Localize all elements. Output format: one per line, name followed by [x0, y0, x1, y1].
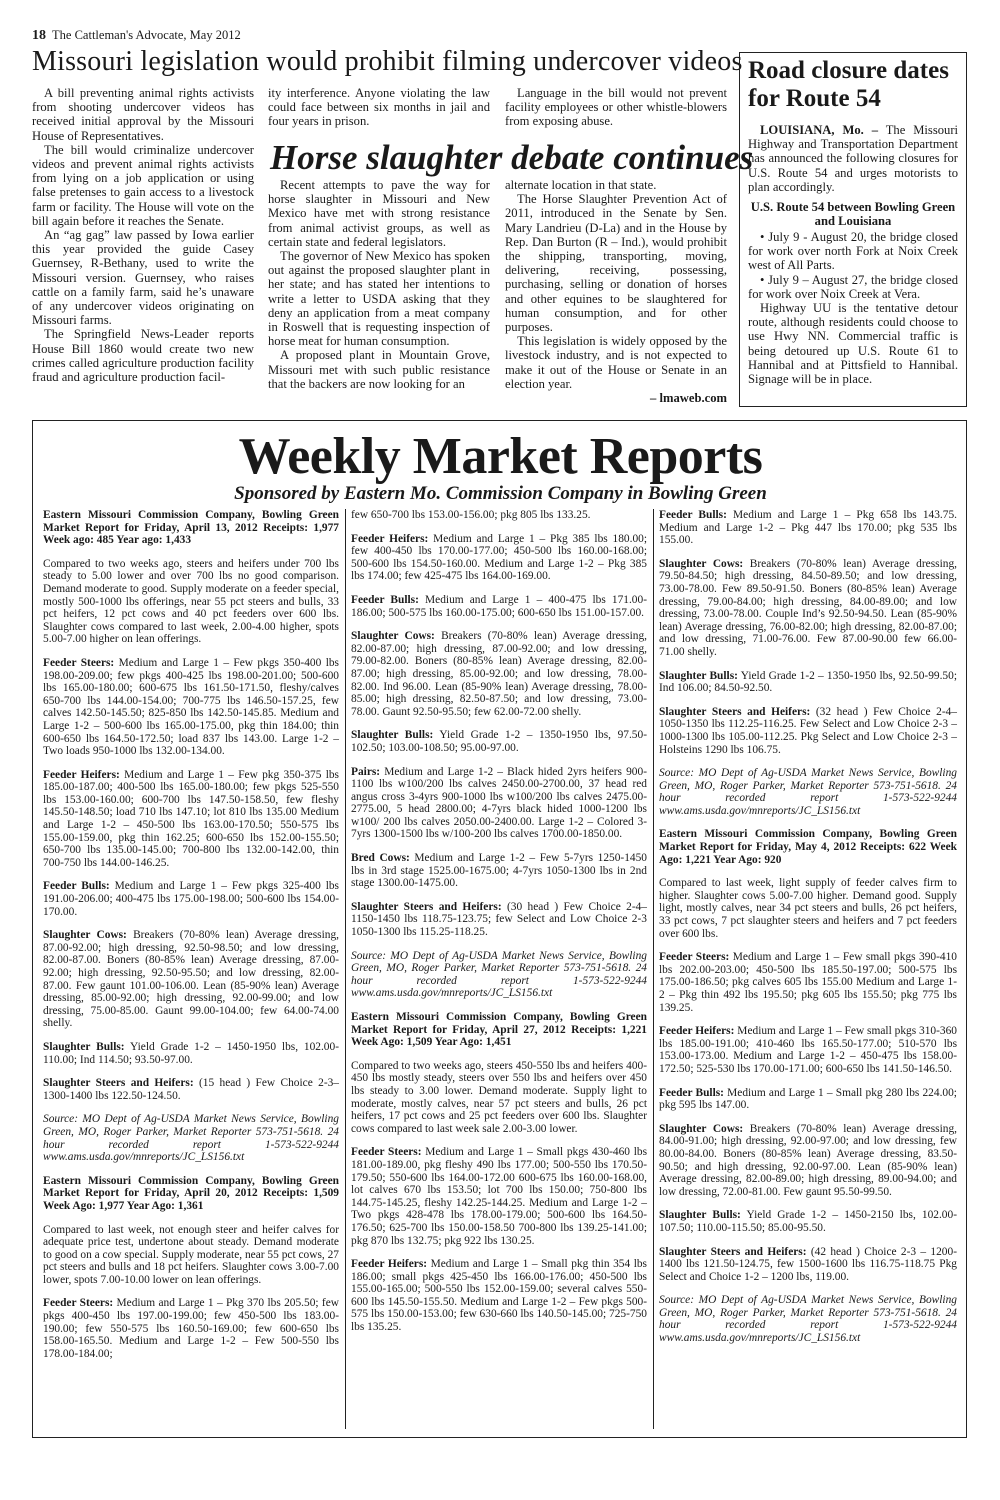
market-entry-text: Medium and Large 1 – Pkg 658 lbs 143.75. Medium and Large 1-2 – Pkg 447 lbs 170.00; pkg 535 lbs 155.00.	[659, 509, 957, 547]
market-entry	[43, 769, 339, 870]
sidebar-headline: Road closure dates for Route 54	[748, 57, 949, 112]
market-entry-label: Feeder Bulls:	[43, 880, 110, 893]
market-entry	[659, 1209, 957, 1234]
market-report-header	[351, 1011, 647, 1049]
market-entry-text: Compared to last week, not enough steer and heifer calves for adequate price test, undertone about steady. Demand moderate to good on a cow special. Supply moderate, near 55 pct cows, 27 pct steers and bulls and 18 pct heifers. Slaughter cows 3.00-7.00 lower, spots 7.00-10.00 lower on lean offerings.	[43, 1223, 339, 1286]
weekly-market-reports-box	[32, 420, 967, 1438]
market-entry-label: Feeder Steers:	[43, 656, 115, 669]
market-entry-label: Slaughter Bulls:	[659, 669, 738, 682]
legislation-column-1	[32, 86, 254, 384]
sidebar-item: Highway UU is the tentative detour route, although residents could choose to use Hwy NN. Commercial traffic is being detoured up U.S. Route 61 to Hannibal and at Pittsfield to Hannibal. Signage will be in place.	[748, 301, 958, 387]
market-entry	[659, 1087, 957, 1112]
market-entry	[351, 852, 647, 890]
market-entry-label: Eastern Missouri Commission Company, Bowling Green Market Report for Friday, May 4, 2012 Receipts: 622 Week Ago: 1,221 Year Ago: 920	[659, 828, 957, 866]
market-entry-label: Slaughter Cows:	[351, 630, 435, 643]
market-column-2	[351, 509, 647, 1345]
market-entry-text: (42 head ) Choice 2-3 – 1200-1400 lbs 121.50-124.75, few 1500-1600 lbs 116.75-118.75 Pkg Select and Choice 1-2 – 1200 lbs, 119.00.	[659, 1245, 957, 1283]
market-entry-label: Eastern Missouri Commission Company, Bowling Green Market Report for Friday, April 13, 2012 Receipts: 1,977 Week ago: 485 Year ago: 1,433	[43, 509, 339, 547]
sidebar-item: • July 9 – August 27, the bridge closed for work over Noix Creek at Vera.	[748, 272, 958, 301]
legislation-paragraph: A bill preventing animal rights activists from shooting undercover videos has received initial approval by the Missouri House of Representatives.	[32, 86, 254, 143]
horse-paragraph: alternate location in that state.	[505, 178, 657, 192]
market-entry-text: Yield Grade 1-2 – 1450-2150 lbs, 102.00-107.50; 110.00-115.50; 85.00-95.50.	[659, 1209, 957, 1234]
market-entry	[43, 1041, 339, 1066]
market-source-note: Source: MO Dept of Ag-USDA Market News Service, Bowling Green, MO, Roger Parker, Market Reporter 573-751-5618. 24 hour recorded report 1-573-522-9244 www.ams.usda.gov/mnreports/JC_LS156.txt	[351, 949, 647, 1000]
legislation-paragraph: Language in the bill would not prevent facility employees or other whistle-blowers from exposing abuse.	[505, 86, 727, 129]
market-entry-label: Feeder Heifers:	[351, 532, 429, 545]
market-entry-label: Bred Cows:	[351, 852, 410, 865]
market-report-header	[43, 509, 339, 547]
market-entry	[659, 951, 957, 1014]
market-entry-text: Medium and Large 1 – Small pkg thin 354 lbs 186.00; small pkgs 425-450 lbs 166.00-176.00; 450-500 lbs 155.00-165.00; 500-550 lbs 152.00-159.00; several calves 550-600 lbs 145.50-155.50. Medium and Large 1-2 – Few pkgs 500-575 lbs 150.00-153.00; few 630-660 lbs 140.50-145.00; 725-750 lbs 135.25.	[351, 1258, 647, 1334]
column-divider	[653, 509, 654, 1429]
market-entry	[43, 1077, 339, 1102]
legislation-column-3	[505, 86, 727, 129]
horse-column-2	[268, 178, 490, 391]
article-credit: – lmaweb.com	[650, 391, 727, 406]
legislation-paragraph: ity interference. Anyone violating the law could face between six months in jail and four years in prison.	[268, 86, 490, 129]
market-entry	[351, 509, 647, 522]
market-entry	[351, 766, 647, 842]
market-entry-label: Feeder Bulls:	[659, 1086, 724, 1099]
market-entry	[43, 558, 339, 646]
market-entry-label: Eastern Missouri Commission Company, Bowling Green Market Report for Friday, April 27, 2012 Receipts: 1,221 Week Ago: 1,509 Year Ago: 1,451	[351, 1011, 647, 1049]
market-title: Weekly Market Reports	[238, 428, 763, 485]
page-number: 18	[32, 28, 46, 43]
market-entry-label: Feeder Bulls:	[659, 509, 727, 521]
market-entry-text: Compared to two weeks ago, steers and heifers under 700 lbs steady to 5.00 lower and over 700 lbs no good comparison. Demand moderate to good. Supply moderate on a feeder special, mostly 500-1000 lbs offerings, near 55 pct steers and bulls, 33 pct heifers, 12 pct cows and 40 pct feeders over 600 lbs. Slaughter cows compared to last week, 2.00-4.00 higher, spots 5.00-7.00 higher on lean offerings.	[43, 557, 339, 646]
market-entry	[43, 657, 339, 758]
legislation-paragraph: The bill would criminalize undercover videos and prevent animal rights activists from lying on a job application or using false pretenses to gain access to a livestock farm or facility. The House will vote on the bill again before it reaches the Senate.	[32, 142, 254, 228]
market-entry-text: Medium and Large 1 – Small pkgs 430-460 lbs 181.00-189.00, pkg fleshy 490 lbs 177.00; 500-550 lbs 170.50-179.50; 550-600 lbs 164.00-172.00 600-675 lbs 160.00-168.00, lot calves 670 lbs 153.50; lot 700 lbs 150.00; 750-800 lbs 144.75-145.25, fleshy 142.25-144.25. Medium and Large 1-2 – Two pkgs 428-478 lbs 178.00-179.00; 500-600 lbs 164.50-176.50; 625-700 lbs 150.00-158.50 700-800 lbs 139.25-141.00; pkg 870 lbs 132.75; pkg 922 lbs 130.25.	[351, 1146, 647, 1247]
market-entry-label: Feeder Heifers:	[43, 768, 120, 781]
horse-paragraph: The governor of New Mexico has spoken out against the proposed slaughter plant in her state; and has stated her intentions to write a letter to USDA asking that they deny an application from a meat company in Roswell that is requesting inspection of horse meat for human consumption.	[268, 249, 490, 349]
market-entry-label: Slaughter Steers and Heifers:	[659, 1245, 807, 1258]
market-entry-text: Medium and Large 1 – Small pkg 280 lbs 224.00; pkg 595 lbs 147.00.	[659, 1086, 957, 1112]
market-report-header	[659, 828, 957, 866]
market-entry	[659, 1246, 957, 1284]
sidebar-dateline: LOUISIANA, Mo. –	[760, 123, 879, 137]
market-entry-text: Medium and Large 1 – Pkg 385 lbs 180.00; few 400-450 lbs 170.00-177.00; 450-500 lbs 160.00-168.00; 500-600 lbs 154.50-160.00. Medium and Large 1-2 – Pkg 385 lbs 174.00; few 425-475 lbs 164.00-169.00.	[351, 532, 648, 583]
road-closure-sidebar	[739, 52, 967, 407]
market-entry	[659, 877, 957, 940]
market-entry	[351, 1060, 647, 1136]
market-entry-text: Compared to last week, light supply of feeder calves firm to higher. Slaughter cows 5.00-7.00 higher. Demand good. Supply light, mostly calves, near 34 pct steers and bulls, 26 pct heifers, 33 pct cows, 7 pct slaughter steers and heifers and 7 pct feeders over 600 lbs.	[659, 877, 957, 940]
market-entry	[659, 670, 957, 695]
market-entry	[351, 630, 647, 718]
market-entry-label: Pairs:	[351, 765, 381, 778]
market-entry	[351, 729, 647, 754]
page-folio	[32, 28, 241, 44]
market-entry	[659, 558, 957, 659]
market-entry-label: Slaughter Cows:	[43, 929, 127, 942]
market-entry	[659, 1025, 957, 1075]
horse-paragraph: The Horse Slaughter Prevention Act of 2011, introduced in the Senate by Sen. Mary Landrieu (D-La) and in the House by Rep. Dan Burton (R – Ind.), would prohibit the shipping, transporting, moving, delivering, receiving, possessing, purchasing, selling or donation of horses and other equines to be slaughtered for human consumption, and for other purposes.	[505, 192, 727, 335]
market-entry-label: Slaughter Steers and Heifers:	[659, 705, 811, 718]
market-entry-text: Compared to two weeks ago, steers 450-550 lbs and heifers 400-450 lbs mostly steady, steers over 550 lbs and heifers over 450 lbs steady to 3.00 lower. Demand moderate. Supply light to moderate, mostly calves, near 57 pct steers and bulls, 26 pct heifers, 17 pct cows and 25 pct feeders over 600 lbs. Slaughter cows compared to last week sale 2.00-3.00 lower.	[351, 1059, 647, 1135]
market-entry	[43, 880, 339, 918]
market-entry-label: Slaughter Steers and Heifers:	[43, 1077, 194, 1090]
market-entry-text: Medium and Large 1 – Few pkg 350-375 lbs 185.00-187.00; 400-500 lbs 165.00-180.00; few pkgs 525-550 lbs 153.00-160.00; 600-700 lbs 147.50-158.50, few fleshy 145.50-148.50; load 710 lbs 147.10; lot 810 lbs 135.00 Medium and Large 1-2 – 450-500 lbs 163.00-170.50; 550-575 lbs 155.00-159.00, pkg thin 162.25; 600-650 lbs 152.00-155.50; 650-700 lbs 135.00-145.00; 700-800 lbs 132.00-142.00, thin 700-750 lbs 144.00-146.25.	[43, 768, 339, 869]
market-entry-text: Medium and Large 1-2 – Black hided 2yrs heifers 900-1100 lbs w100/200 lbs calves 2450.00-2700.00, 37 head red angus cross 3-4yrs 900-1000 lbs w100/200 lbs calves 2475.00-2775.00, 5 head 2800.00; 4-7yrs black hided 1000-1200 lbs w100/ 200 lbs calves 2050.00-2400.00. Large 1-2 – Colored 3-7yrs 1300-1500 lbs w/100-200 lbs calves 1700.00-1850.00.	[351, 765, 647, 841]
market-entry-text: Yield Grade 1-2 – 1450-1950 lbs, 102.00-110.00; Ind 114.50; 93.50-97.00.	[43, 1040, 339, 1066]
market-entry-text: (32 head ) Few Choice 2-4– 1050-1350 lbs 112.25-116.25. Few Select and Low Choice 2-3 – 1000-1300 lbs 105.00-112.25. Pkg Select and Low Choice 2-3 –Holsteins 1290 lbs 106.75.	[659, 705, 957, 756]
market-entry-text: few 650-700 lbs 153.00-156.00; pkg 805 lbs 133.25.	[351, 509, 591, 521]
market-entry	[351, 1146, 647, 1247]
market-report-header	[43, 1175, 339, 1213]
market-entry-label: Slaughter Bulls:	[351, 729, 434, 742]
market-entry	[351, 1258, 647, 1334]
market-entry-text: Breakers (70-80% lean) Average dressing, 87.00-92.00; high dressing, 92.50-98.50; and low dressing, 82.00-87.00. Boners (80-85% lean) Average dressing, 87.00-92.00; high dressing, 92.50-95.50; and low dressing, 82.00-87.00. Few gaunt 101.00-106.00. Lean (85-90% lean) Average dressing, 85.00-92.00; high dressing, 92.00-99.00; and low dressing, 75.00-85.00. Gaunt 99.00-104.00; few 64.00-74.00 shelly.	[43, 929, 339, 1030]
market-entry-text: (15 head ) Few Choice 2-3– 1300-1400 lbs 122.50-124.50.	[43, 1077, 340, 1102]
market-entry-label: Feeder Steers:	[351, 1146, 422, 1159]
market-entry-text: Medium and Large 1 – Pkg 370 lbs 205.50; few pkgs 400-450 lbs 197.00-199.00; few 450-500 lbs 183.00-190.00; few 550-575 lbs 160.50-169.00; few 600-650 lbs 158.00-165.50. Medium and Large 1-2 – Few 500-550 lbs 178.00-184.00;	[43, 1297, 339, 1360]
market-entry	[43, 1297, 339, 1360]
market-entry-text: Breakers (70-80% lean) Average dressing, 79.50-84.50; high dressing, 84.50-89.50; and low dressing, 73.00-78.00. Few 89.50-91.50. Boners (80-85% lean) Average dressing, 79.00-84.00; high dressing, 84.00-89.00; and low dressing, 73.00-78.00. Couple Ind’s 92.50-94.50. Lean (85-90% lean) Average dressing, 76.00-82.00; high dressing, 82.00-87.00; and low dressing, 71.00-76.00. Few 87.00-90.00 few 66.00-71.00 shelly.	[659, 557, 957, 658]
legislation-column-2	[268, 86, 490, 129]
market-entry-text: Medium and Large 1-2 – Few 5-7yrs 1250-1450 lbs in 3rd stage 1525.00-1675.00; 4-7yrs 1050-1300 lbs in 2nd stage 1300.00-1475.00.	[351, 852, 648, 890]
market-source-note: Source: MO Dept of Ag-USDA Market News Service, Bowling Green, MO, Roger Parker, Market Reporter 573-751-5618. 24 hour recorded report 1-573-522-9244 www.ams.usda.gov/mnreports/JC_LS156.txt	[659, 767, 957, 817]
market-entry	[659, 1123, 957, 1199]
market-entry-text: Yield Grade 1-2 – 1350-1950 lbs, 92.50-99.50; Ind 106.00; 84.50-92.50.	[659, 669, 957, 695]
article-headline-horse-slaughter: Horse slaughter debate continues	[270, 138, 754, 177]
horse-paragraph: This legislation is widely opposed by the livestock industry, and is not expected to make it out of the House or Senate in an election year.	[505, 334, 727, 391]
sidebar-subhead: U.S. Route 54 between Bowling Green and Louisiana	[750, 200, 956, 229]
market-entry	[659, 509, 957, 547]
market-source-note: Source: MO Dept of Ag-USDA Market News Service, Bowling Green, MO, Roger Parker, Market Reporter 573-751-5618. 24 hour recorded report 1-573-522-9244 www.ams.usda.gov/mnreports/JC_LS156.txt	[43, 1113, 339, 1164]
market-entry-text: Medium and Large 1 – Few small pkgs 310-360 lbs 185.00-191.00; 410-460 lbs 165.50-177.00; 510-570 lbs 153.00-173.00. Medium and Large 1-2 – 450-475 lbs 158.00-172.50; 525-530 lbs 170.00-171.00; 600-650 lbs 141.50-146.50.	[659, 1025, 957, 1075]
column-divider	[345, 509, 346, 1429]
article-headline-legislation: Missouri legislation would prohibit filming undercover videos	[32, 46, 743, 77]
market-entry-label: Slaughter Cows:	[659, 1122, 744, 1135]
horse-column-3	[505, 178, 727, 405]
market-entry-text: Medium and Large 1 – Few pkgs 350-400 lbs 198.00-209.00; few pkgs 400-425 lbs 198.00-201.00; 500-600 lbs 165.00-180.00; 600-675 lbs 161.50-171.50, fleshy/calves 650-700 lbs 144.00-154.00; 700-775 lbs 146.50-157.25, few calves 142.50-145.50; 825-850 lbs 142.50-145.85. Medium and Large 1-2 – 500-600 lbs 165.00-175.00, pkg thin 184.00; thin 600-650 lbs 164.50-172.50; load 837 lbs 143.00. Large 1-2 – Two loads 950-1000 lbs 132.00-134.00.	[43, 656, 339, 758]
market-entry	[43, 929, 339, 1030]
market-entry	[351, 901, 647, 939]
market-source-note: Source: MO Dept of Ag-USDA Market News Service, Bowling Green, MO, Roger Parker, Market Reporter 573-751-5618. 24 hour recorded report 1-573-522-9244 www.ams.usda.gov/mnreports/JC_LS156.txt	[659, 1294, 957, 1345]
market-entry	[351, 533, 647, 583]
market-subtitle: Sponsored by Eastern Mo. Commission Company in Bowling Green	[234, 483, 767, 504]
publication-name: The Cattleman's Advocate, May 2012	[52, 28, 241, 42]
legislation-paragraph: An “ag gag” law passed by Iowa earlier this year provided the guide Casey Guernsey, R-Bethany, used to write the Missouri version. Guernsey, who raises cattle on a family farm, said he’s unaware of any undercover videos originating on Missouri farms.	[32, 228, 254, 328]
market-column-1	[43, 509, 339, 1371]
market-entry	[659, 706, 957, 756]
market-entry-label: Slaughter Cows:	[659, 557, 744, 570]
market-entry-text: Breakers (70-80% lean) Average dressing, 84.00-91.00; high dressing, 92.00-97.00; and low dressing, few 80.00-84.00. Boners (80-85% lean) Average dressing, 83.50-90.50; and high dressing, 92.00-97.00. Lean (85-90% lean) Average dressing, 82.00-89.00; high dressing, 89.00-94.00; and low dressing, 72.00-81.00. Few gaunt 95.50-99.50.	[659, 1122, 957, 1198]
market-entry-label: Feeder Heifers:	[351, 1258, 428, 1271]
market-entry-text: Medium and Large 1 – Few small pkgs 390-410 lbs 202.00-203.00; 450-500 lbs 185.50-197.00; 500-575 lbs 175.00-186.50; pkg calves 605 lbs 155.00 Medium and Large 1-2 – Pkg thin 492 lbs 195.50; pkg 605 lbs 155.50; pkg 775 lbs 139.25.	[659, 951, 957, 1014]
market-entry-text: Medium and Large 1 – 400-475 lbs 171.00-186.00; 500-575 lbs 160.00-175.00; 600-650 lbs 151.00-157.00.	[351, 593, 647, 619]
market-column-3	[659, 509, 957, 1356]
market-entry-label: Eastern Missouri Commission Company, Bowling Green Market Report for Friday, April 20, 2012 Receipts: 1,509 Week Ago: 1,977 Year Ago: 1,361	[43, 1174, 339, 1212]
sidebar-intro-text: The Missouri Highway and Transportation Department has announced the following closures for U.S. Route 54 and urges motorists to plan accordingly.	[748, 123, 959, 194]
market-entry-label: Slaughter Bulls:	[659, 1209, 741, 1222]
market-entry-label: Slaughter Steers and Heifers:	[351, 900, 502, 913]
market-entry-label: Feeder Steers:	[659, 951, 730, 964]
horse-paragraph: A proposed plant in Mountain Grove, Missouri met with such public resistance that the backers are now looking for an	[268, 348, 490, 391]
market-entry-label: Feeder Steers:	[43, 1297, 114, 1310]
market-entry	[351, 594, 647, 619]
market-entry-label: Feeder Heifers:	[659, 1025, 735, 1038]
market-entry-label: Feeder Bulls:	[351, 593, 419, 606]
sidebar-item: • July 9 - August 20, the bridge closed for work over north Fork at Noix Creek west of All Parts.	[748, 230, 958, 273]
legislation-paragraph: The Springfield News-Leader reports House Bill 1860 would create two new crimes called agriculture production facility fraud and agriculture production facil-	[32, 327, 254, 385]
market-entry-text: (30 head ) Few Choice 2-4– 1150-1450 lbs 118.75-123.75; few Select and Low Choice 2-3 1050-1300 lbs 115.25-118.25.	[351, 900, 648, 939]
market-entry-text: Breakers (70-80% lean) Average dressing, 82.00-87.00; high dressing, 87.00-92.00; and low dressing, 79.00-82.00. Boners (80-85% lean) Average dressing, 82.00-87.00; high dressing, 85.00-92.00; and low dressing, 78.00-82.00. Ind 96.00. Lean (85-90% lean) Average dressing, 78.00-85.00; high dressing, 82.50-87.50; and low dressing, 73.00-78.00. Gaunt 92.50-95.50; few 62.00-72.00 shelly.	[351, 630, 647, 718]
market-entry	[43, 1224, 339, 1287]
market-entry-label: Slaughter Bulls:	[43, 1040, 125, 1053]
market-entry-text: Yield Grade 1-2 – 1350-1950 lbs, 97.50-102.50; 103.00-108.50; 95.00-97.00.	[351, 729, 647, 754]
horse-paragraph: Recent attempts to pave the way for horse slaughter in Missouri and New Mexico have met with strong resistance from animal activist groups, as well as certain state and federal legislators.	[268, 178, 490, 249]
sidebar-intro	[748, 123, 958, 194]
market-entry-text: Medium and Large 1 – Few pkgs 325-400 lbs 191.00-206.00; 400-475 lbs 175.00-198.00; 500-600 lbs 154.00-170.00.	[43, 880, 339, 918]
